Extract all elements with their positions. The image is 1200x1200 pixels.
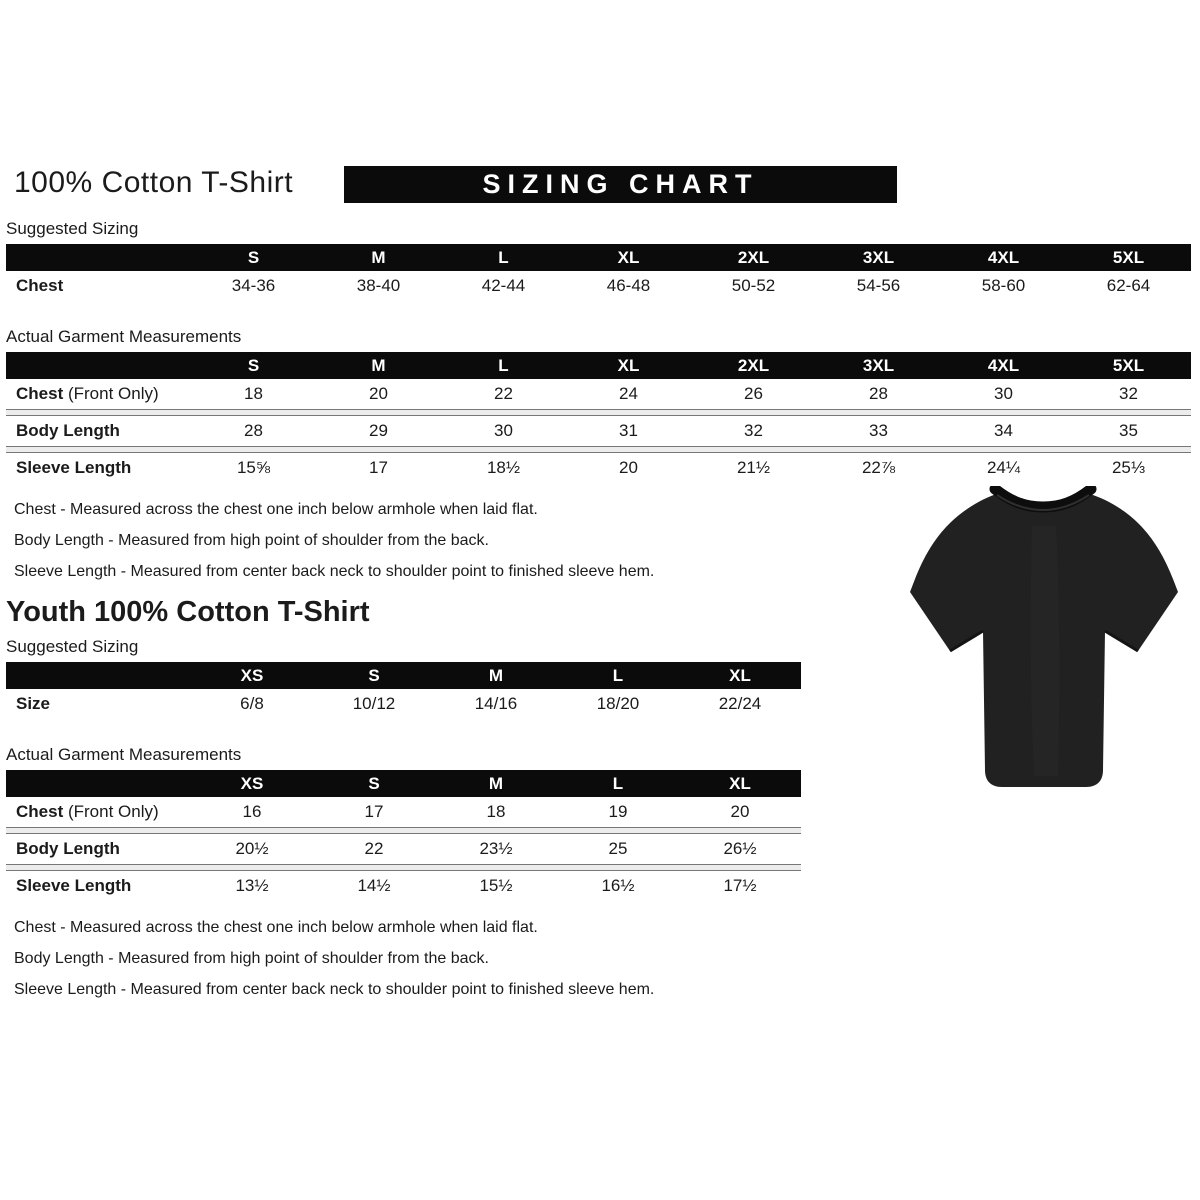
table-header-row: [6, 662, 801, 689]
value-cell: 13½: [235, 876, 269, 895]
value-cell: 22⅞: [861, 458, 896, 477]
table-row: [6, 416, 1191, 446]
value-cell: 34: [994, 421, 1013, 440]
value-cell: 26: [744, 384, 763, 403]
value-cell: 46-48: [606, 276, 651, 295]
table-row: [6, 834, 801, 864]
row-label: [6, 276, 191, 296]
value-cell: 34-36: [231, 276, 276, 295]
col-header: 3XL: [862, 355, 895, 375]
col-header: M: [488, 773, 504, 793]
col-header: 5XL: [1112, 247, 1145, 267]
adult-suggested-table: [6, 244, 1191, 301]
row-label-text: Sleeve Length: [16, 458, 132, 477]
adult-actual-label: Actual Garment Measurements: [6, 327, 242, 346]
col-header: XL: [729, 773, 751, 793]
youth-suggested-label: Suggested Sizing: [6, 637, 139, 656]
note-line: Body Length - Measured from high point of shoulder from the back.: [14, 532, 489, 549]
row-label-text: Chest: [16, 802, 64, 821]
row-label-text: Sleeve Length: [16, 876, 132, 895]
value-cell: 6/8: [240, 694, 264, 713]
note-line: Body Length - Measured from high point of shoulder from the back.: [14, 950, 489, 967]
col-header: XS: [240, 773, 264, 793]
row-divider: [6, 409, 1191, 416]
col-header: L: [498, 355, 509, 375]
value-cell: 16: [242, 802, 262, 821]
table-header-row: [6, 352, 1191, 379]
value-cell: 20: [619, 458, 638, 477]
value-cell: 14/16: [474, 694, 518, 713]
value-cell: 15½: [479, 876, 513, 895]
value-cell: 18½: [486, 458, 521, 477]
value-cell: 23½: [479, 839, 513, 858]
value-cell: 10/12: [352, 694, 396, 713]
black-tshirt-graphic: [892, 486, 1194, 804]
value-cell: 18/20: [596, 694, 640, 713]
value-cell: 22/24: [718, 694, 762, 713]
value-cell: 25⅓: [1111, 458, 1146, 477]
row-label: [6, 802, 191, 822]
value-cell: 16½: [601, 876, 635, 895]
value-cell: 28: [244, 421, 263, 440]
row-label-suffix: (Front Only): [63, 384, 159, 403]
col-header: M: [371, 247, 386, 267]
row-label: [6, 694, 191, 714]
value-cell: 32: [1119, 384, 1138, 403]
header-row: [0, 166, 1200, 210]
value-cell: 42-44: [481, 276, 526, 295]
table-row: [6, 271, 1191, 301]
col-header: M: [488, 665, 504, 685]
value-cell: 31: [619, 421, 638, 440]
col-header: XL: [729, 665, 751, 685]
table-header-row: [6, 770, 801, 797]
value-cell: 30: [494, 421, 513, 440]
table-header-row: [6, 244, 1191, 271]
value-cell: 58-60: [981, 276, 1026, 295]
col-header: 5XL: [1112, 355, 1145, 375]
value-cell: 18: [244, 384, 263, 403]
value-cell: 20: [730, 802, 750, 821]
note-line: Chest - Measured across the chest one inch below armhole when laid flat.: [14, 501, 538, 518]
value-cell: 24¼: [986, 458, 1021, 477]
row-label: [6, 876, 191, 896]
col-header: M: [371, 355, 386, 375]
col-header: L: [612, 665, 624, 685]
row-label-text: Body Length: [16, 421, 120, 440]
value-cell: 22: [494, 384, 513, 403]
table-row: [6, 797, 801, 827]
col-header: L: [498, 247, 509, 267]
value-cell: 17: [369, 458, 388, 477]
col-header: S: [368, 665, 380, 685]
row-label: [6, 421, 191, 441]
note-line: Chest - Measured across the chest one inch below armhole when laid flat.: [14, 919, 538, 936]
youth-actual-label: Actual Garment Measurements: [6, 745, 242, 764]
value-cell: 30: [994, 384, 1013, 403]
row-label-text: Chest: [16, 276, 64, 295]
value-cell: 22: [364, 839, 384, 858]
value-cell: 17: [364, 802, 384, 821]
value-cell: 32: [744, 421, 763, 440]
note-line: Sleeve Length - Measured from center back neck to shoulder point to finished sleeve hem.: [14, 981, 655, 998]
table-row: [6, 871, 801, 901]
youth-actual-table: [6, 770, 801, 901]
youth-measurement-notes: [14, 917, 1200, 1000]
value-cell: 28: [869, 384, 888, 403]
row-label-suffix: (Front Only): [63, 802, 159, 821]
col-header: XS: [240, 665, 264, 685]
value-cell: 54-56: [856, 276, 901, 295]
col-header: S: [247, 355, 260, 375]
value-cell: 17½: [723, 876, 757, 895]
col-header: 2XL: [737, 355, 770, 375]
page-title: 100% Cotton T-Shirt: [14, 166, 294, 199]
value-cell: 15⅝: [236, 458, 271, 477]
sizing-chart-banner: SIZING CHART: [344, 166, 897, 203]
row-label-text: Body Length: [16, 839, 120, 858]
row-label-text: Chest: [16, 384, 64, 403]
value-cell: 19: [608, 802, 628, 821]
table-row: [6, 379, 1191, 409]
note-line: Sleeve Length - Measured from center back neck to shoulder point to finished sleeve hem.: [14, 563, 655, 580]
table-row: [6, 689, 801, 719]
col-header: 2XL: [737, 247, 770, 267]
value-cell: 14½: [357, 876, 391, 895]
value-cell: 20: [369, 384, 388, 403]
col-header: 3XL: [862, 247, 895, 267]
row-label: [6, 839, 191, 859]
row-label-text: Size: [16, 694, 51, 713]
col-header: L: [612, 773, 624, 793]
col-header: S: [368, 773, 380, 793]
value-cell: 18: [486, 802, 506, 821]
value-cell: 33: [869, 421, 888, 440]
value-cell: 38-40: [356, 276, 401, 295]
value-cell: 35: [1119, 421, 1138, 440]
table-row: [6, 453, 1191, 483]
row-label: [6, 458, 191, 478]
col-header: 4XL: [987, 355, 1020, 375]
row-divider: [6, 446, 1191, 453]
value-cell: 62-64: [1106, 276, 1151, 295]
value-cell: 20½: [235, 839, 269, 858]
row-divider: [6, 864, 801, 871]
tshirt-image: [892, 486, 1194, 804]
value-cell: 21½: [736, 458, 771, 477]
value-cell: 25: [608, 839, 628, 858]
value-cell: 50-52: [731, 276, 776, 295]
value-cell: 26½: [723, 839, 757, 858]
col-header: S: [247, 247, 260, 267]
youth-suggested-table: [6, 662, 801, 719]
value-cell: 29: [369, 421, 388, 440]
col-header: 4XL: [987, 247, 1020, 267]
row-divider: [6, 827, 801, 834]
adult-actual-table: [6, 352, 1191, 483]
col-header: XL: [617, 355, 640, 375]
youth-title: Youth 100% Cotton T-Shirt: [6, 596, 370, 628]
adult-suggested-label: Suggested Sizing: [6, 219, 139, 238]
row-label: [6, 384, 191, 404]
value-cell: 24: [619, 384, 638, 403]
col-header: XL: [617, 247, 640, 267]
